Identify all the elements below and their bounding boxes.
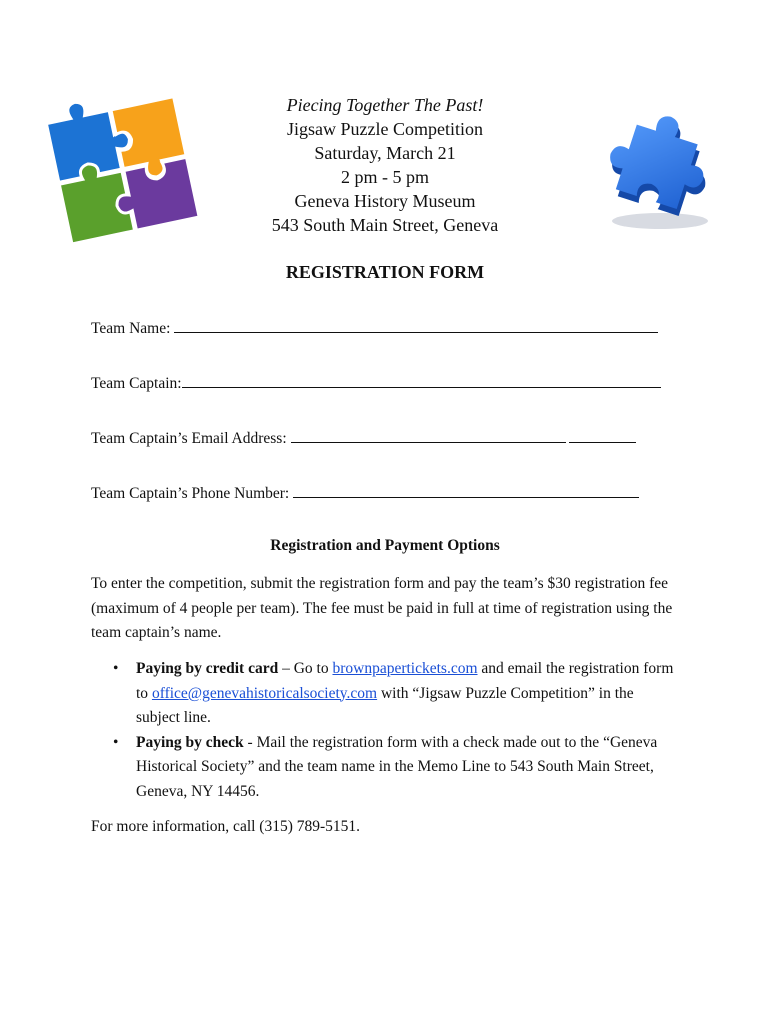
captain-email-label: Team Captain’s Email Address: [91, 430, 287, 447]
captain-email-field[interactable] [91, 428, 636, 448]
credit-card-option [91, 657, 681, 731]
team-captain-label: Team Captain: [91, 375, 182, 392]
event-time: 2 pm - 5 pm [341, 167, 429, 187]
captain-phone-label: Team Captain’s Phone Number: [91, 485, 290, 502]
event-address: 543 South Main Street, Geneva [271, 215, 499, 235]
captain-email-input-line-1[interactable] [291, 428, 566, 443]
bullet-icon: • [113, 660, 119, 677]
check-label: Paying by check [136, 733, 244, 751]
event-venue: Geneva History Museum [294, 191, 476, 211]
form-title: REGISTRATION FORM [285, 262, 485, 282]
captain-phone-field[interactable] [91, 483, 639, 503]
check-option [91, 731, 681, 805]
check-text: - Mail the registration form with a check made out to the “Geneva Historical Society” and the team name in the Memo Line to 543 South Main Street, Geneva, NY 14456. [136, 733, 658, 800]
event-date: Saturday, March 21 [314, 143, 456, 163]
options-title: Registration and Payment Options [270, 537, 500, 554]
contact-info: For more information, call (315) 789-5151. [91, 818, 361, 835]
office-email-link[interactable]: office@genevahistoricalsociety.com [151, 684, 378, 702]
credit-card-label: Paying by credit card [136, 660, 279, 677]
captain-email-input-line-2[interactable] [569, 428, 636, 443]
captain-phone-input-line[interactable] [293, 483, 639, 498]
event-header [200, 93, 570, 237]
team-captain-input-line[interactable] [182, 373, 661, 388]
credit-text-1: – Go to [278, 660, 333, 677]
team-name-input-line[interactable] [174, 318, 658, 333]
brownpapertickets-link[interactable]: brownpapertickets.com [332, 660, 478, 677]
bullet-icon: • [113, 733, 119, 751]
credit-text-2: and email the registration form to [136, 660, 674, 702]
options-intro: To enter the competition, submit the registration form and pay the team’s $30 registration fee (maximum of 4 people per team). The fee must be paid in full at time of registration using the team captain’s name. [91, 575, 673, 641]
blue-3d-puzzle-piece [598, 103, 718, 233]
payment-options-list [91, 657, 681, 804]
team-captain-field[interactable] [91, 373, 661, 393]
credit-text-3: with “Jigsaw Puzzle Competition” in the subject line. [136, 684, 634, 726]
puzzle-pieces-logo [36, 74, 206, 249]
team-name-label: Team Name: [91, 320, 171, 337]
tagline: Piecing Together The Past! [286, 95, 484, 115]
event-name: Jigsaw Puzzle Competition [287, 119, 483, 139]
team-name-field[interactable] [91, 318, 658, 338]
